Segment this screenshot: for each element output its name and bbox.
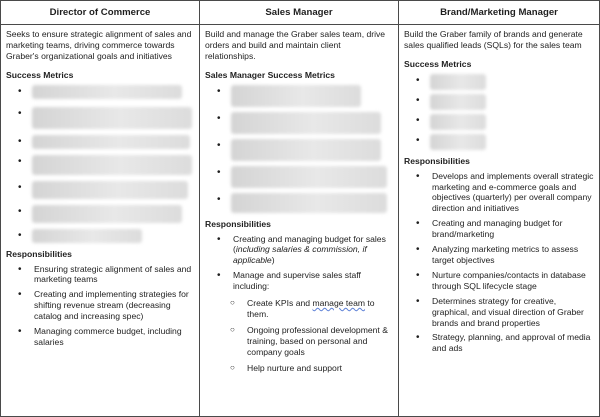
- sales-cell: [200, 25, 399, 416]
- redacted-metric: [6, 107, 194, 129]
- sales-metrics-heading: Sales Manager Success Metrics: [205, 69, 335, 80]
- director-metrics-list: [6, 85, 194, 243]
- director-metrics-heading: Success Metrics: [6, 69, 74, 80]
- sales-description: Build and manage the Graber sales team, drive orders and build and maintain client relationships.: [205, 29, 386, 61]
- redacted-metric: [6, 205, 194, 223]
- redacted-metric: [205, 166, 393, 188]
- redacted-metric: [205, 193, 393, 213]
- sales-responsibilities-heading: Responsibilities: [205, 218, 271, 229]
- list-item: • Strategy, planning, and approval of media and ads: [404, 332, 594, 354]
- redacted-metric: [6, 135, 194, 149]
- brand-metrics-heading: Success Metrics: [404, 58, 472, 69]
- redacted-metric: [6, 155, 194, 175]
- header-brand: Brand/Marketing Manager: [440, 7, 558, 18]
- sub-item: ○ Help nurture and support: [205, 363, 393, 374]
- kpi-text-end: to them.: [247, 298, 375, 319]
- budget-italic: including salaries & commission, if applicable: [233, 244, 367, 266]
- sub-item: [205, 298, 393, 320]
- budget-text: Creating and managing budget for sales (: [233, 233, 386, 255]
- sub-item: ○ Ongoing professional development & training, based on personal and company goals: [205, 325, 393, 358]
- staff-sublist: [205, 298, 393, 373]
- redacted-metric: [205, 112, 393, 134]
- list-item: • Develops and implements overall strategic marketing and e-commerce goals and objectives (quarterly) per overall company direction and initiatives: [404, 171, 594, 215]
- list-item: • Creating and implementing strategies for shifting revenue stream (decreasing catalog and increasing spec): [6, 289, 194, 322]
- brand-responsibilities-heading: Responsibilities: [404, 155, 470, 166]
- brand-responsibilities-list: [404, 171, 594, 355]
- redacted-metric: [404, 74, 594, 90]
- budget-close: ): [271, 255, 275, 266]
- manage-staff-text: Manage and supervise sales staff including:: [233, 270, 361, 292]
- redacted-metric: [6, 181, 194, 199]
- kpi-text: Create KPIs and: [247, 298, 313, 309]
- sales-responsibilities-list: [205, 234, 393, 374]
- brand-cell: [399, 25, 599, 416]
- sales-metrics-list: [205, 85, 393, 213]
- kpi-spell-flag: manage team: [312, 298, 366, 309]
- redacted-metric: [404, 114, 594, 130]
- director-description: Seeks to ensure strategic alignment of sales and marketing teams, driving commerce towards Graber's organizational goals and initiatives: [6, 29, 192, 61]
- table-body: [1, 25, 599, 416]
- list-item: • Managing commerce budget, including salaries: [6, 326, 194, 348]
- list-item: [205, 234, 393, 267]
- header-sales: Sales Manager: [200, 1, 399, 24]
- list-item: • Ensuring strategic alignment of sales and marketing teams: [6, 264, 194, 286]
- list-item: • Determines strategy for creative, graphical, and visual direction of Graber brands and brand properties: [404, 296, 594, 329]
- director-cell: [1, 25, 200, 416]
- redacted-metric: [6, 85, 194, 99]
- brand-metrics-list: [404, 74, 594, 150]
- header-director: Director of Commerce: [1, 1, 200, 24]
- table-header: [1, 1, 599, 25]
- director-responsibilities-list: [6, 264, 194, 348]
- list-item: • Nurture companies/contacts in database through SQL lifecycle stage: [404, 270, 594, 292]
- redacted-metric: [404, 94, 594, 110]
- list-item: • Creating and managing budget for brand/marketing: [404, 218, 594, 240]
- brand-description: Build the Graber family of brands and generate sales qualified leads (SQLs) for the sales team: [404, 29, 583, 50]
- list-item: [205, 270, 393, 373]
- director-responsibilities-heading: Responsibilities: [6, 248, 72, 259]
- redacted-metric: [6, 229, 194, 243]
- redacted-metric: [205, 85, 393, 107]
- redacted-metric: [404, 134, 594, 150]
- redacted-metric: [205, 139, 393, 161]
- list-item: • Analyzing marketing metrics to assess target objectives: [404, 244, 594, 266]
